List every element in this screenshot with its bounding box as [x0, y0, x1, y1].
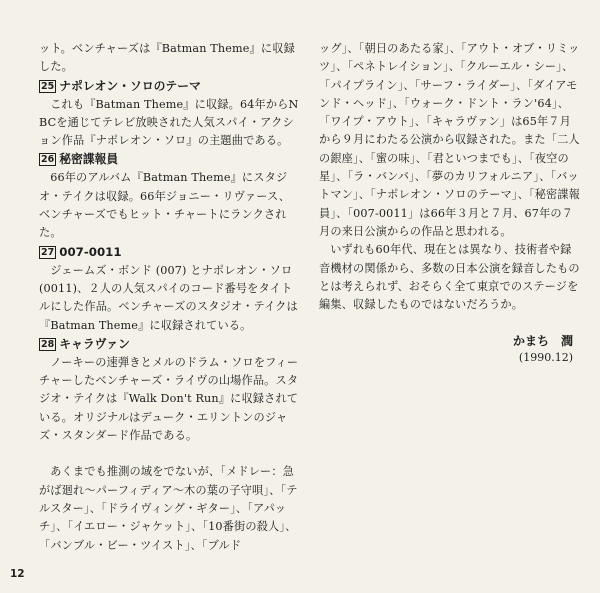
track-number-25: 25 — [41, 80, 55, 92]
section-27-body: ジェームズ・ボンド (007) とナポレオン・ソロ (0011)、２人の人気スパイのコード番号をタイトルにした作品。ベンチャーズのスタジオ・テイクは『Batman Theme』に収録されている。 — [39, 263, 298, 332]
section-25-title: ナポレオン・ソロのテーマ — [59, 78, 201, 93]
page-number: 12 — [10, 568, 25, 580]
track-number-26: 26 — [41, 154, 55, 166]
paragraph-spacer — [39, 445, 301, 463]
section-28-title: キャラヴァン — [59, 336, 130, 351]
left-column — [39, 40, 301, 555]
author-signature: かまち 潤 — [512, 334, 573, 349]
section-26-heading — [39, 150, 301, 169]
intro-paragraph: ット。ベンチャーズは『Batman Theme』に収録した。 — [39, 42, 295, 74]
section-25-body: これも『Batman Theme』に収録。64年からNBCを通じてテレビ放映された人気スパイ・アクション作品『ナポレオン・ソロ』の主題曲である。 — [39, 97, 299, 148]
section-26-title: 秘密諜報員 — [59, 152, 119, 167]
section-28-heading — [39, 335, 301, 354]
track-number-27: 27 — [41, 246, 55, 258]
closing-paragraph: あくまでも推測の域をでないが、「メドレー：急がば廻れ～パーフィディア～木の葉の子守唄」、「テルスター」、「ドライヴィング・ギター」、「アパッチ」、「イエロー・ジャケット」、「10番街の殺人」、「バンブル・ビー・ツイスト」、「ブルド — [39, 465, 298, 552]
author-date: (1990.12) — [518, 351, 573, 365]
section-27-title: 007-0011 — [59, 244, 122, 259]
section-27-heading — [39, 243, 301, 262]
section-25-heading — [39, 77, 301, 96]
section-26-body: 66年のアルバム『Batman Theme』にスタジオ・テイクは収録。66年ジョニー・リヴァース、ベンチャーズでもヒット・チャートにランクされた。 — [39, 171, 291, 240]
right-column — [319, 40, 581, 367]
track-number-28: 28 — [41, 338, 55, 350]
continued-paragraph: ッグ」、「朝日のあたる家」、「アウト・オブ・リミッツ」、「ペネトレイション」、「クルーエル・シー」、「パイプライン」、「サーフ・ライダー」、「ダイアモンド・ヘッド」、「ウォーク・ドント・ラン'64」、「ワイプ・アウト」、「キャラヴァン」は65年７月から９月にわたる公演から収録された。また「二人の銀座」、「蜜の味」、「君といつまでも」、「夜空の星」、「ラ・バンバ」、「夢のカリフォルニア」、「バットマン」、「ナポレオン・ソロのテーマ」、「秘密諜報員」、「007-0011」は66年３月と７月、67年の７月の来日公演からの作品と思われる。 — [319, 42, 581, 238]
section-28-body: ノーキーの速弾きとメルのドラム・ソロをフィーチャーしたベンチャーズ・ライヴの山場作品。スタジオ・テイクは『Walk Don't Run』に収録されている。オリジナルはデューク・エリントンのジャズ・スタンダード作品である。 — [39, 355, 299, 443]
final-paragraph: いずれも60年代、現在とは異なり、技術者や録音機材の関係から、多数の日本公演を録音したものとは考えられず、おそらく全て東京でのステージを編集、収録したものではないだろうか。 — [319, 243, 580, 312]
